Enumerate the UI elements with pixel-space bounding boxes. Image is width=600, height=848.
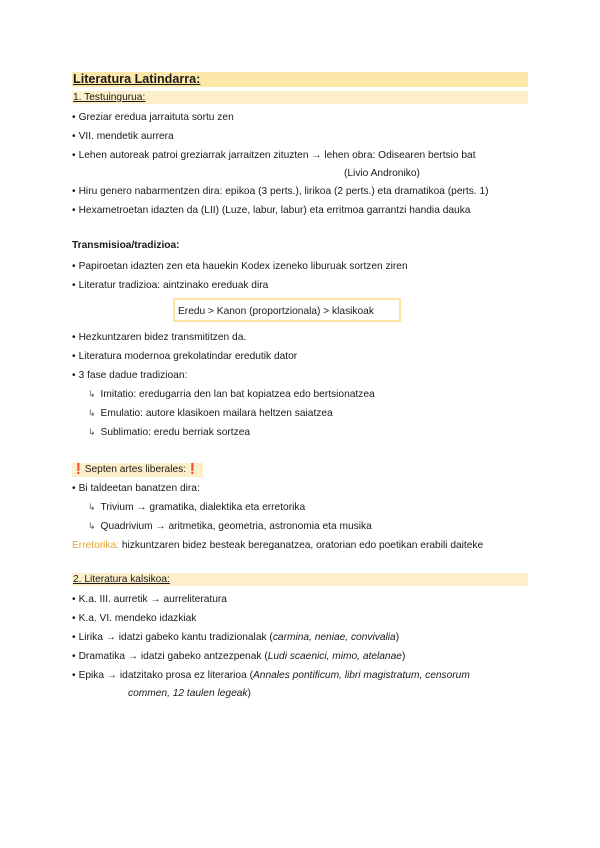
epika-close: ) (247, 688, 251, 699)
lirika-text: Lirika → idatzi gabeko kantu tradizionalak ( (78, 632, 273, 643)
dramatika-examples: Ludi scaenici, mimo, atelanae (267, 651, 402, 662)
return-arrow-icon: ↳ (88, 389, 96, 399)
list-item: • VII. mendetik aurrera (72, 127, 528, 146)
list-item (72, 647, 528, 666)
sub-list-item (72, 385, 528, 404)
group-text: Trivium → gramatika, dialektika eta erretorika (100, 502, 306, 513)
page-title: Literatura Latindarra: (72, 72, 528, 87)
erretorika-label: Erretorika: (72, 540, 119, 551)
artes-heading-text: Septen artes liberales: (84, 464, 187, 475)
exclamation-icon: ❗ (186, 464, 199, 475)
artes-heading (72, 463, 203, 477)
phase-text: Emulatio: autore klasikoen mailara heltzen saiatzea (100, 408, 333, 419)
return-arrow-icon: ↳ (88, 521, 96, 531)
list-item: • Hexametroetan idazten da (LII) (Luze, labur, labur) eta erritmoa garrantzi handia dauka (72, 201, 528, 220)
list-item: • Literatur tradizioa: aintzinako ereduak dira (72, 276, 528, 295)
phase-text: Imitatio: eredugarria den lan bat kopiatzea edo bertsionatzea (100, 389, 375, 400)
list-item: • Papiroetan idazten zen eta hauekin Kodex izeneko liburuak sortzen ziren (72, 257, 528, 276)
erretorika-definition (72, 536, 528, 555)
list-item-continuation: (Livio Androniko) (344, 168, 420, 179)
epika-text: Epika → idatzitako prosa ez literarioa ( (78, 670, 253, 681)
list-item: • Greziar eredua jarraituta sortu zen (72, 108, 528, 127)
document-page (72, 72, 528, 702)
dramatika-text: Dramatika → idatzi gabeko antzezpenak ( (78, 651, 268, 662)
list-item: • Bi taldeetan banatzen dira: (72, 479, 528, 498)
sub-list-item (72, 498, 528, 517)
erretorika-text: hizkuntzaren bidez besteak bereganatzea, oratorian edo poetikan erabili daiteke (119, 540, 484, 551)
exclamation-icon: ❗ (72, 464, 85, 475)
sub-list-item (72, 423, 528, 442)
artes-heading-row (72, 460, 528, 479)
dramatika-close: ) (401, 651, 406, 662)
list-item (72, 628, 528, 647)
section-heading-testuingurua: 1. Testuingurua: (72, 91, 528, 104)
lirika-examples: carmina, neniae, convivalia (272, 632, 396, 643)
group-text: Quadrivium → aritmetika, geometria, astronomia eta musika (100, 521, 372, 532)
list-item: • K.a. VI. mendeko idazkiak (72, 609, 528, 628)
return-arrow-icon: ↳ (88, 502, 96, 512)
section-heading-literatura-klasikoa: 2. Literatura kalsikoa: (72, 573, 528, 586)
formula-box: Eredu > Kanon (proportzionala) > klasikoak (173, 298, 401, 322)
return-arrow-icon: ↳ (88, 408, 96, 418)
lirika-close: ) (395, 632, 400, 643)
sub-list-item (72, 404, 528, 423)
list-item: • K.a. III. aurretik → aurreliteratura (72, 590, 528, 609)
list-item: • Literatura modernoa grekolatindar eredutik dator (72, 347, 528, 366)
list-item: • 3 fase dadue tradizioan: (72, 366, 528, 385)
epika-examples: Annales pontificum, libri magistratum, censorum (252, 670, 470, 681)
phase-text: Sublimatio: eredu berriak sortzea (100, 427, 251, 438)
section-heading-transmisioa: Transmisioa/tradizioa: (72, 240, 180, 251)
list-item-continuation (72, 685, 528, 702)
list-item (72, 666, 528, 685)
list-item: • Hiru genero nabarmentzen dira: epikoa (3 perts.), lirikoa (2 perts.) eta dramatikoa (perts. 1) (72, 182, 528, 201)
list-item: • Lehen autoreak patroi greziarrak jarraitzen zituzten → lehen obra: Odisearen bertsio bat (72, 146, 528, 165)
return-arrow-icon: ↳ (88, 427, 96, 437)
epika-examples-cont: commen, 12 taulen legeak (128, 688, 248, 699)
list-item: • Hezkuntzaren bidez transmititzen da. (72, 328, 528, 347)
sub-list-item (72, 517, 528, 536)
